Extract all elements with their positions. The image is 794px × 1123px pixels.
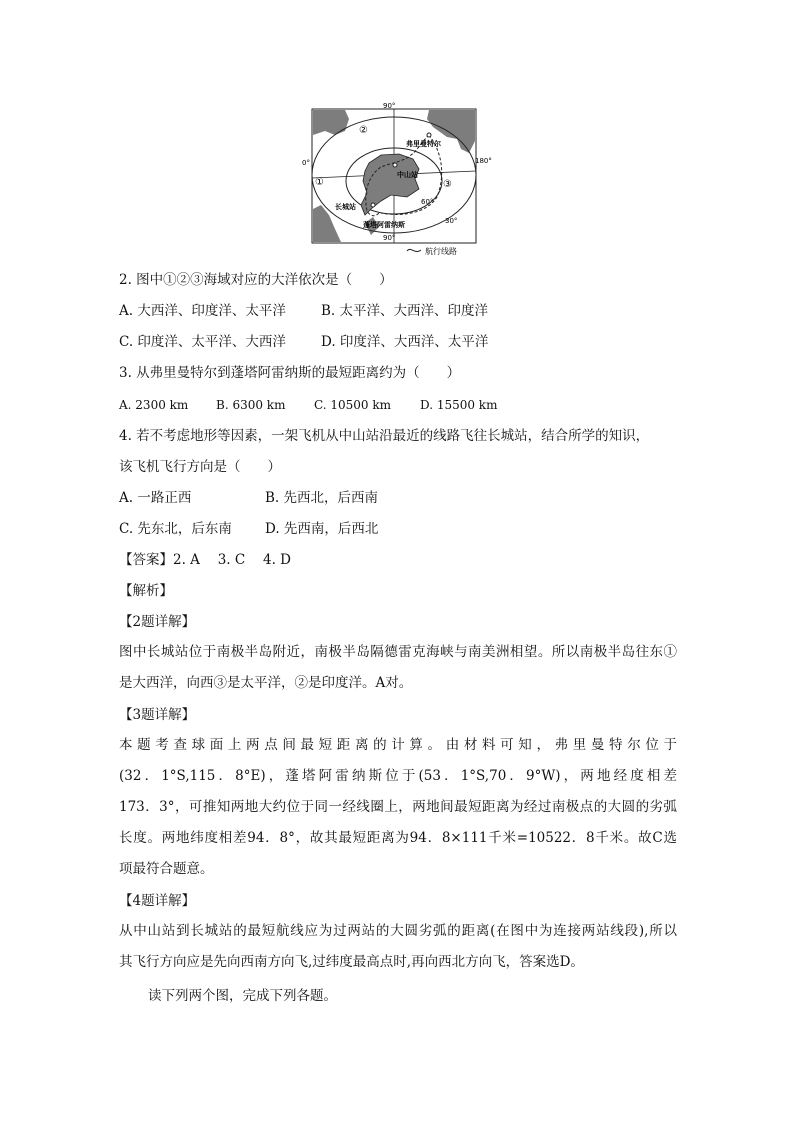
detail2-line2: 是大西洋，向西③是太平洋，②是印度洋。A对。 — [119, 675, 413, 691]
ocean-label-2: ② — [359, 125, 368, 136]
changcheng-station-dot — [371, 203, 375, 207]
q4-options-row2 — [119, 519, 679, 539]
q3-option-b: B. 6300 km — [216, 398, 286, 412]
q4-option-d: D. 先西南，后西北 — [265, 521, 379, 537]
ocean-label-3: ③ — [443, 179, 452, 190]
detail3-line4: 长度。两地纬度相差94．8°，故其最短距离为94．8×111千米=10522．8千米。故C选 — [119, 830, 677, 846]
detail3-line1: 本题考查球面上两点间最短距离的计算。由材料可知，弗里曼特尔位于 — [119, 737, 677, 753]
detail3-line5: 项最符合题意。 — [119, 861, 214, 877]
q4-option-c: C. 先东北，后东南 — [119, 521, 232, 537]
detail3-line2: (32．1°S,115．8°E)，蓬塔阿雷纳斯位于(53．1°S,70．9°W)，两地经度相差 — [119, 768, 677, 784]
label-0: 0° — [302, 159, 310, 167]
label-180: 180° — [475, 157, 492, 165]
label-60: 60° — [421, 198, 434, 206]
label-punta-arenas: 蓬塔阿雷纳斯 — [363, 221, 405, 229]
analysis-heading: 【解析】 — [119, 583, 173, 599]
q2-stem: 2. 图中①②③海域对应的大洋依次是（ ） — [119, 272, 393, 288]
q4-stem-line1: 4. 若不考虑地形等因素，一架飞机从中山站沿最近的线路飞往长城站，结合所学的知识， — [119, 428, 650, 444]
answer-line: 【答案】2. A 3. C 4. D — [119, 552, 291, 568]
ocean-label-1: ① — [315, 177, 324, 188]
detail4-heading: 【4题详解】 — [119, 893, 196, 909]
detail3-line3: 173．3°，可推知两地大约位于同一经线圈上，两地间最短距离为经过南极点的大圆的劣弧 — [119, 799, 677, 815]
q2-options-row1 — [119, 301, 679, 321]
zhongshan-station-dot — [393, 163, 397, 167]
legend-route-sample — [407, 249, 421, 251]
label-changcheng: 长城站 — [335, 203, 356, 211]
q4-option-b: B. 先西北，后西南 — [265, 490, 379, 506]
label-90-bottom: 90° — [383, 234, 396, 242]
fremantle-dot — [427, 133, 431, 137]
q3-stem: 3. 从弗里曼特尔到蓬塔阿雷纳斯的最短距离约为（ ） — [119, 365, 461, 381]
q2-option-b: B. 太平洋、大西洋、印度洋 — [321, 303, 489, 319]
q3-option-a: A. 2300 km — [119, 398, 189, 412]
antarctic-map — [302, 102, 492, 257]
label-fremantle: 弗里曼特尔 — [406, 140, 441, 148]
detail4-line2: 其飞行方向应是先向西南方向飞,过纬度最高点时,再向西北方向飞，答案选D。 — [119, 954, 584, 970]
next-section-intro: 读下列两个图，完成下列各题。 — [148, 988, 337, 1004]
q4-options-row1 — [119, 488, 679, 508]
q4-stem-line2: 该飞机飞行方向是（ ） — [119, 459, 281, 475]
q3-option-d: D. 15500 km — [420, 398, 498, 412]
label-90-top: 90° — [383, 102, 396, 110]
legend-label: 航行线路 — [425, 247, 457, 256]
detail2-line1: 图中长城站位于南极半岛附近，南极半岛隔德雷克海峡与南美洲相望。所以南极半岛往东① — [119, 644, 677, 660]
detail3-heading: 【3题详解】 — [119, 707, 196, 723]
detail2-heading: 【2题详解】 — [119, 614, 196, 630]
q2-options-row2 — [119, 332, 679, 352]
detail4-line1: 从中山站到长城站的最短航线应为过两站的大圆劣弧的距离(在图中为连接两站线段),所以 — [119, 923, 677, 939]
q3-options — [119, 395, 679, 415]
q2-option-c: C. 印度洋、太平洋、大西洋 — [119, 334, 286, 350]
q2-option-a: A. 大西洋、印度洋、太平洋 — [119, 303, 286, 319]
q2-option-d: D. 印度洋、大西洋、太平洋 — [321, 334, 489, 350]
landmass-top-left — [313, 110, 349, 135]
q4-option-a: A. 一路正西 — [119, 490, 192, 506]
q3-option-c: C. 10500 km — [314, 398, 392, 412]
label-30: 30° — [445, 217, 458, 225]
antarctic-map-figure — [302, 102, 492, 257]
label-zhongshan: 中山站 — [397, 171, 418, 179]
